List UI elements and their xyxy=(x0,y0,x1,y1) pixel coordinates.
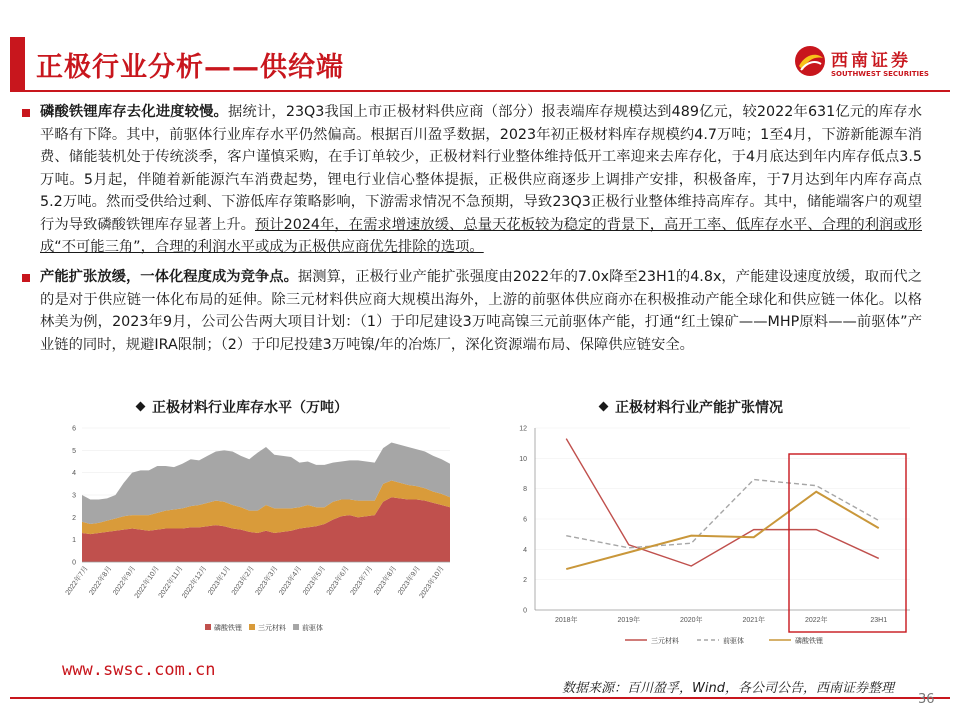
y-tick-label: 4 xyxy=(72,470,76,478)
legend-label: 磷酸铁锂 xyxy=(214,624,242,632)
diamond-icon xyxy=(599,402,609,412)
legend-swatch xyxy=(293,624,299,630)
x-tick-label: 2022年8月 xyxy=(88,565,114,597)
x-tick-label: 2022年12月 xyxy=(181,565,209,600)
diamond-icon xyxy=(136,402,146,412)
footer-website-link[interactable]: www.swsc.com.cn xyxy=(62,660,216,680)
x-tick-label: 2022年 xyxy=(804,617,828,624)
highlight-box xyxy=(789,454,906,632)
bullet-2 xyxy=(22,274,30,282)
inventory-area-chart xyxy=(60,418,460,640)
paragraph-1-underlined: 预计2024年，在需求增速放缓、总量天花板较为稳定的背景下，高开工率、低库存水平、合理的利润或形成“不可能三角”，合理的利润水平或成为正极供应商优先排除的选项。 xyxy=(40,216,922,255)
x-tick-label: 2021年 xyxy=(742,617,766,624)
line-series-0 xyxy=(566,439,879,566)
x-tick-label: 2022年9月 xyxy=(112,565,138,597)
legend-swatch xyxy=(205,624,211,630)
y-tick-label: 5 xyxy=(72,447,76,455)
y-tick-label: 6 xyxy=(523,516,527,524)
y-tick-label: 0 xyxy=(523,607,527,615)
legend-label: 三元材料 xyxy=(651,637,679,645)
paragraph-2-body: 据测算，正极行业产能扩张强度由2022年的7.0x降至23H1的4.8x，产能建设速度放缓，取而代之的是对于供应链一体化布局的延伸。除三元材料供应商大规模出海外，上游的前驱体供应商亦在积极推动产能全球化和供应链一体化。以格林美为例，2023年9月，公司公告两大项目计划：（1）于印尼建设3万吨高镍三元前驱体产能，打通“红土镍矿——MHP原料——前驱体”产业链的同时，规避IRA限制；（2）于印尼投建3万吨镍/年的冶炼厂，深化资源端布局、保障供应链安全。 xyxy=(40,269,922,353)
legend-label: 磷酸铁锂 xyxy=(795,637,823,645)
x-tick-label: 2023年1月 xyxy=(207,565,233,597)
legend-label: 前驱体 xyxy=(302,624,323,632)
x-tick-label: 23H1 xyxy=(870,617,888,624)
chart-inventory-title-text: 正极材料行业库存水平（万吨） xyxy=(152,400,348,416)
x-tick-label: 2022年7月 xyxy=(64,565,90,597)
y-tick-label: 3 xyxy=(72,492,76,500)
x-tick-label: 2023年6月 xyxy=(325,565,351,597)
x-tick-label: 2023年4月 xyxy=(278,565,304,597)
chart-capacity-title xyxy=(600,397,783,417)
title-accent-block xyxy=(10,37,25,90)
title-divider xyxy=(10,90,950,92)
x-tick-label: 2023年9月 xyxy=(396,565,422,597)
y-tick-label: 8 xyxy=(523,486,527,494)
y-tick-label: 0 xyxy=(72,559,76,567)
title-bar xyxy=(0,0,960,92)
paragraph-1-lead: 磷酸铁锂库存去化进度较慢。 xyxy=(40,104,228,120)
x-tick-label: 2023年2月 xyxy=(230,565,256,597)
line-series-2 xyxy=(566,492,879,569)
data-source-note: 数据来源：百川盈孚，Wind，各公司公告，西南证券整理 xyxy=(562,681,894,696)
x-tick-label: 2019年 xyxy=(617,617,641,624)
logo-text-cn: 西南证券 xyxy=(831,51,911,71)
company-logo xyxy=(793,40,943,84)
page-number: 36 xyxy=(918,692,935,707)
y-tick-label: 1 xyxy=(72,537,76,545)
x-tick-label: 2023年3月 xyxy=(254,565,280,597)
y-tick-label: 6 xyxy=(72,425,76,433)
legend-swatch xyxy=(249,624,255,630)
page-title: 正极行业分析——供给端 xyxy=(36,52,344,83)
x-tick-label: 2020年 xyxy=(679,617,703,624)
x-tick-label: 2023年8月 xyxy=(373,565,399,597)
paragraph-1-body: 据统计，23Q3我国上市正极材料供应商（部分）报表端库存规模达到489亿元，较2022年631亿元的库存水平略有下降。其中，前驱体行业库存水平仍然偏高。根据百川盈孚数据，2023年初正极材料库存规模约4.7万吨；1至4月，下游新能源车消费、储能装机处于传统淡季，客户谨慎采购，在手订单较少，正极材料行业整体维持低开工率迎来去库存化，于4月底达到年内库存低点3.5万吨。5月起，伴随着新能源汽车消费起势，锂电行业信心整体提振，正极供应商逐步上调排产安排，积极备库，于7月达到年内库存高点5.2万吨。然而受供给过剩、下游低库存策略影响，下游需求情况不急预期，导致23Q3正极行业整体维持高库存。其中，储能端客户的观望行为导致磷酸铁锂库存显著上升。 xyxy=(40,104,922,233)
paragraph-2-lead: 产能扩张放缓，一体化程度成为竞争点。 xyxy=(40,269,298,285)
y-tick-label: 12 xyxy=(519,425,527,433)
paragraph-inventory xyxy=(40,101,922,259)
chart-capacity-title-text: 正极材料行业产能扩张情况 xyxy=(615,400,783,416)
paragraph-capacity xyxy=(40,266,922,356)
x-tick-label: 2018年 xyxy=(554,617,578,624)
y-tick-label: 4 xyxy=(523,546,527,554)
y-tick-label: 10 xyxy=(519,455,527,463)
x-tick-label: 2022年11月 xyxy=(157,565,185,600)
logo-text-en: SOUTHWEST SECURITIES xyxy=(831,70,929,78)
legend-label: 前驱体 xyxy=(723,637,744,645)
x-tick-label: 2023年7月 xyxy=(349,565,375,597)
chart-inventory-title xyxy=(137,397,348,417)
y-tick-label: 2 xyxy=(72,514,76,522)
x-tick-label: 2023年5月 xyxy=(302,565,327,597)
legend-label: 三元材料 xyxy=(258,624,286,632)
y-tick-label: 2 xyxy=(523,577,527,585)
x-tick-label: 2023年10月 xyxy=(418,565,446,600)
logo-emblem-icon xyxy=(793,44,827,78)
footer-divider xyxy=(10,697,950,699)
x-tick-label: 2022年10月 xyxy=(133,565,161,600)
capacity-line-chart xyxy=(505,418,925,650)
bullet-1 xyxy=(22,109,30,117)
